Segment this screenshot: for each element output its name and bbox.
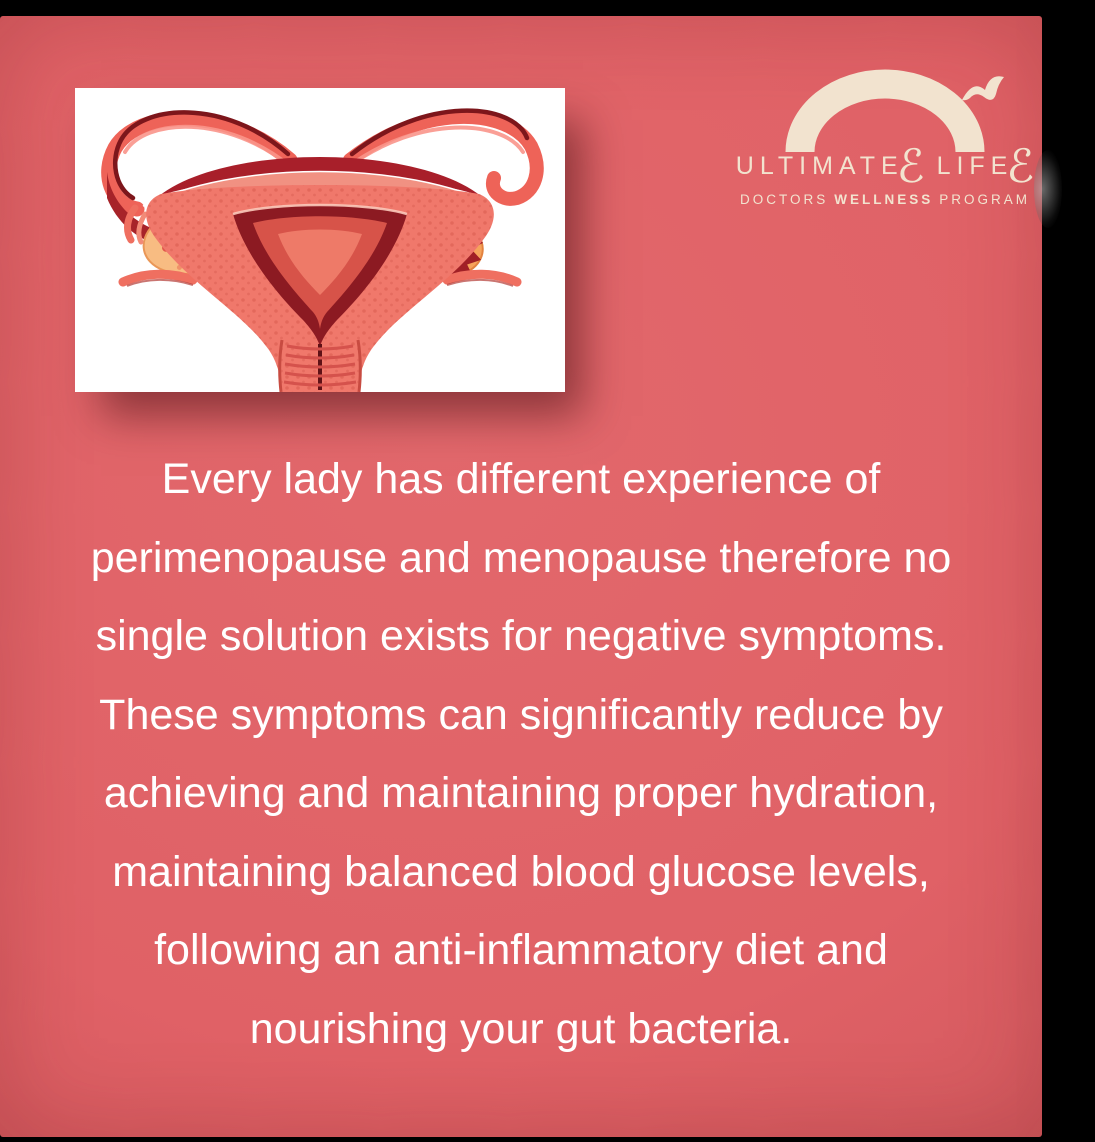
bird-icon (962, 76, 1004, 100)
arch-icon (800, 84, 970, 152)
logo-subtitle (733, 192, 1037, 207)
script-e-glyph: ℰ (896, 139, 925, 193)
body-text-line: These symptoms can significantly reduce by (99, 690, 943, 739)
body-text-line: achieving and maintaining proper hydration, (103, 769, 939, 817)
body-text-line: maintaining balanced blood glucose levels, (112, 847, 930, 896)
body-text-line: single solution exists for negative symptoms. (95, 612, 947, 660)
uterus-anatomy-icon (75, 88, 565, 392)
logo-word-ultimate: ULTIMATE (735, 152, 904, 180)
subtitle-wellness: WELLNESS (834, 192, 934, 207)
script-e-glyph: ℰ (1006, 139, 1035, 193)
body-text-line: Every lady has different experience of (161, 455, 881, 503)
body-text-line: nourishing your gut bacteria. (249, 1004, 793, 1053)
body-text-line: perimenopause and menopause therefore no (90, 533, 952, 582)
logo-word-life: LIFE (936, 152, 1014, 180)
subtitle-doctors: DOCTORS (739, 192, 829, 207)
body-text (0, 440, 1042, 1068)
subtitle-program: PROGRAM (939, 192, 1031, 207)
body-text-line: following an anti-inflammatory diet and (154, 926, 888, 974)
uterus-illustration (75, 88, 565, 392)
logo-wordmark (733, 139, 1037, 193)
brand-logo (733, 40, 1037, 220)
edge-noise-artifact (1034, 150, 1062, 228)
